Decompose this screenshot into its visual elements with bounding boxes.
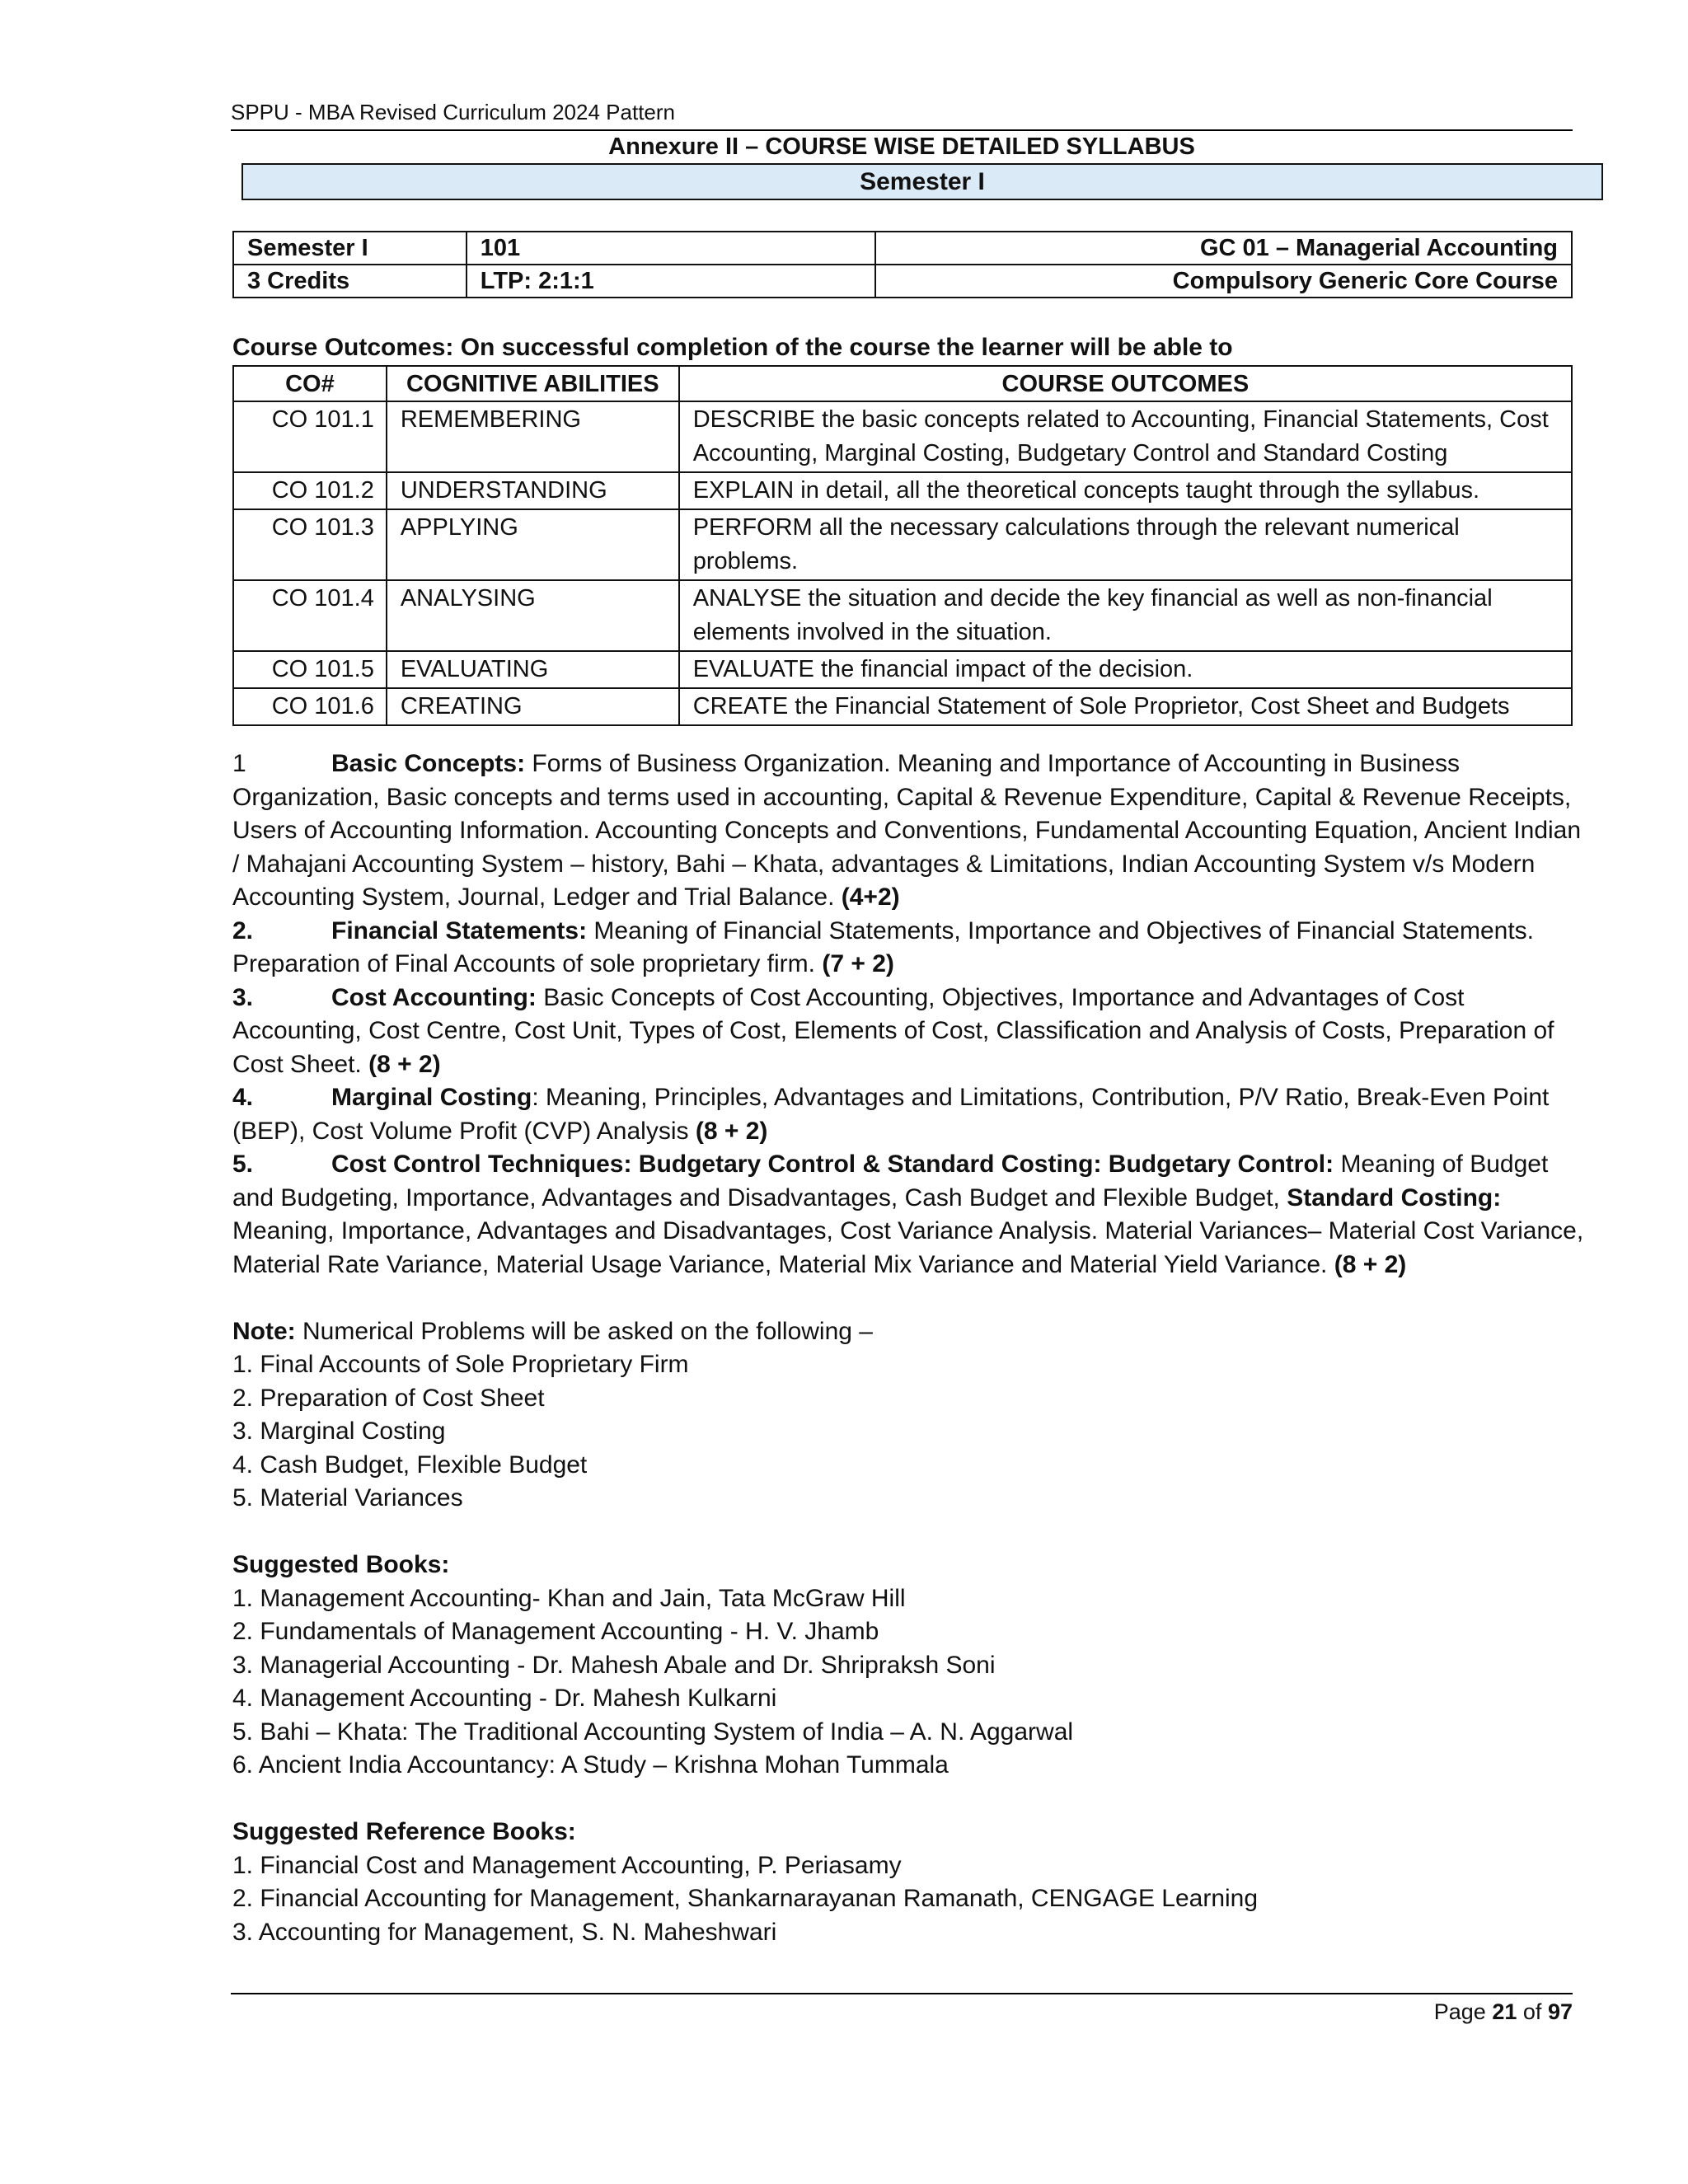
unit-title: Basic Concepts:: [331, 750, 526, 777]
co-number: CO 101.2: [233, 472, 387, 509]
note-label: Note:: [232, 1317, 296, 1345]
list-item: 1. Financial Cost and Management Accounting, P. Periasamy: [232, 1851, 902, 1879]
list-item: 1. Final Accounts of Sole Proprietary Firm: [232, 1351, 689, 1378]
course-info-row: [233, 232, 1572, 265]
unit-number: 5.: [232, 1151, 254, 1178]
co-outcome: EVALUATE the financial impact of the decision.: [679, 651, 1572, 688]
co-ability: CREATING: [387, 688, 679, 725]
unit-text: Meaning of Budget and Budgeting, Importance, Advantages and Disadvantages, Cash Budget and Flexible Budget,: [232, 1151, 1549, 1212]
course-outcomes-title: Course Outcomes: On successful completion of the course the learner will be able to: [232, 334, 1233, 361]
unit-hours: (8 + 2): [695, 1117, 768, 1145]
spacer: [232, 1282, 1584, 1315]
course-type-cell: Compulsory Generic Core Course: [875, 265, 1572, 298]
unit-number: 2.: [232, 916, 254, 944]
col-header-outcomes: COURSE OUTCOMES: [679, 366, 1572, 401]
unit-paragraph: [232, 1148, 1584, 1282]
co-number: CO 101.1: [233, 401, 387, 472]
unit-text: Forms of Business Organization. Meaning and Importance of Accounting in Business Organization, Basic concepts and terms used in accounting, Capital & Revenue Expenditure, Capital & Revenue Receipts, Users of Accounting Information. Accounting Concepts and Conventions, Fundamental Accounting Equation, Ancient Indian / Mahajani Accounting System – history, Bahi – Khata, advantages & Limitations, Indian Accounting System v/s Modern Accounting System, Journal, Ledger and Trial Balance.: [232, 750, 1582, 911]
reference-books-heading-text: Suggested Reference Books:: [232, 1818, 576, 1845]
unit-paragraph: [232, 748, 1584, 915]
note-line: [232, 1315, 1584, 1349]
unit-number: 1: [232, 750, 246, 777]
unit-hours: (8 + 2): [368, 1050, 441, 1078]
footer-rule: [231, 1993, 1573, 1994]
spacer: [232, 1783, 1584, 1816]
current-page: 21: [1492, 1999, 1517, 2024]
page-word: Page: [1433, 1999, 1486, 2024]
header-rule: [231, 129, 1573, 131]
table-row: [233, 580, 1572, 651]
annexure-title: Annexure II – COURSE WISE DETAILED SYLLABUS: [608, 134, 1195, 160]
unit-paragraph: [232, 915, 1584, 982]
list-item: 1. Management Accounting- Khan and Jain, Tata McGraw Hill: [232, 1584, 906, 1612]
co-outcome: EXPLAIN in detail, all the theoretical concepts taught through the syllabus.: [679, 472, 1572, 509]
table-row: [233, 509, 1572, 580]
course-code-cell: 101: [467, 232, 875, 265]
unit-paragraph: [232, 982, 1584, 1082]
unit-hours: (4+2): [841, 883, 900, 911]
table-row: [233, 401, 1572, 472]
unit-subtitle: Standard Costing:: [1287, 1183, 1502, 1212]
unit-number: 3.: [232, 983, 254, 1011]
list-item: 2. Preparation of Cost Sheet: [232, 1384, 545, 1412]
unit-text: Meaning of Financial Statements, Importance and Objectives of Financial Statements. Preparation of Final Accounts of sole proprietary firm.: [232, 916, 1534, 977]
spacer: [232, 1516, 1584, 1549]
ltp-cell: LTP: 2:1:1: [467, 265, 875, 298]
semester-cell: Semester I: [233, 232, 467, 265]
semester-banner: Semester I: [241, 163, 1603, 200]
total-pages: 97: [1547, 1999, 1573, 2024]
books-heading-text: Suggested Books:: [232, 1551, 450, 1578]
unit-title: Cost Control Techniques: Budgetary Control & Standard Costing: Budgetary Control:: [331, 1151, 1334, 1178]
unit-paragraph: [232, 1081, 1584, 1148]
co-outcome: PERFORM all the necessary calculations through the relevant numerical problems.: [679, 509, 1572, 580]
list-item: 3. Marginal Costing: [232, 1418, 446, 1445]
list-item: 5. Material Variances: [232, 1484, 463, 1511]
list-item: 3. Managerial Accounting - Dr. Mahesh Abale and Dr. Shripraksh Soni: [232, 1651, 996, 1679]
note-text: Numerical Problems will be asked on the following –: [295, 1317, 873, 1345]
co-number: CO 101.5: [233, 651, 387, 688]
table-row: [233, 688, 1572, 725]
co-ability: UNDERSTANDING: [387, 472, 679, 509]
course-info-table: [232, 231, 1573, 298]
list-item: 4. Cash Budget, Flexible Budget: [232, 1451, 588, 1479]
course-name-cell: GC 01 – Managerial Accounting: [875, 232, 1572, 265]
list-item: 3. Accounting for Management, S. N. Maheshwari: [232, 1918, 777, 1946]
co-ability: REMEMBERING: [387, 401, 679, 472]
table-row: [233, 472, 1572, 509]
unit-text: : Meaning, Principles, Advantages and Limitations, Contribution, P/V Ratio, Break-Even Point (BEP), Cost Volume Profit (CVP) Analysis: [232, 1084, 1550, 1145]
unit-hours: (8 + 2): [1334, 1250, 1407, 1278]
co-outcome: CREATE the Financial Statement of Sole Proprietor, Cost Sheet and Budgets: [679, 688, 1572, 725]
of-word: of: [1522, 1999, 1542, 2024]
running-header: SPPU - MBA Revised Curriculum 2024 Pattern: [231, 100, 675, 124]
table-header-row: [233, 366, 1572, 401]
co-outcome: ANALYSE the situation and decide the key financial as well as non-financial elements involved in the situation.: [679, 580, 1572, 651]
co-ability: ANALYSING: [387, 580, 679, 651]
unit-text: Basic Concepts of Cost Accounting, Objectives, Importance and Advantages of Cost Accounting, Cost Centre, Cost Unit, Types of Cost, Elements of Cost, Classification and Analysis of Costs, Preparation of Cost Sheet.: [232, 983, 1554, 1078]
page-number: [1434, 1998, 1573, 2026]
unit-title: Cost Accounting:: [331, 983, 537, 1011]
course-outcomes-table: [232, 365, 1573, 726]
col-header-co: CO#: [233, 366, 387, 401]
course-info-row: [233, 265, 1572, 298]
unit-title: Financial Statements:: [331, 916, 588, 944]
co-ability: EVALUATING: [387, 651, 679, 688]
co-outcome: DESCRIBE the basic concepts related to Accounting, Financial Statements, Cost Accounting, Marginal Costing, Budgetary Control and Standard Costing: [679, 401, 1572, 472]
list-item: 2. Fundamentals of Management Accounting - H. V. Jhamb: [232, 1618, 879, 1645]
co-number: CO 101.4: [233, 580, 387, 651]
co-ability: APPLYING: [387, 509, 679, 580]
unit-title: Marginal Costing: [331, 1084, 532, 1111]
credits-cell: 3 Credits: [233, 265, 467, 298]
unit-hours: (7 + 2): [822, 950, 894, 977]
list-item: 6. Ancient India Accountancy: A Study – Krishna Mohan Tummala: [232, 1751, 949, 1779]
syllabus-body: [232, 748, 1584, 1949]
col-header-cognitive: COGNITIVE ABILITIES: [387, 366, 679, 401]
reference-books-heading: [232, 1816, 1584, 1849]
books-heading: [232, 1549, 1584, 1582]
unit-text: Meaning, Importance, Advantages and Disadvantages, Cost Variance Analysis. Material Variances– Material Cost Variance, Material Rate Variance, Material Usage Variance, Material Mix Variance and Material Yield Variance.: [232, 1217, 1584, 1278]
co-number: CO 101.3: [233, 509, 387, 580]
table-row: [233, 651, 1572, 688]
list-item: 4. Management Accounting - Dr. Mahesh Kulkarni: [232, 1685, 777, 1712]
list-item: 5. Bahi – Khata: The Traditional Accounting System of India – A. N. Aggarwal: [232, 1718, 1074, 1746]
unit-number: 4.: [232, 1084, 254, 1111]
list-item: 2. Financial Accounting for Management, Shankarnarayanan Ramanath, CENGAGE Learning: [232, 1885, 1259, 1912]
co-number: CO 101.6: [233, 688, 387, 725]
